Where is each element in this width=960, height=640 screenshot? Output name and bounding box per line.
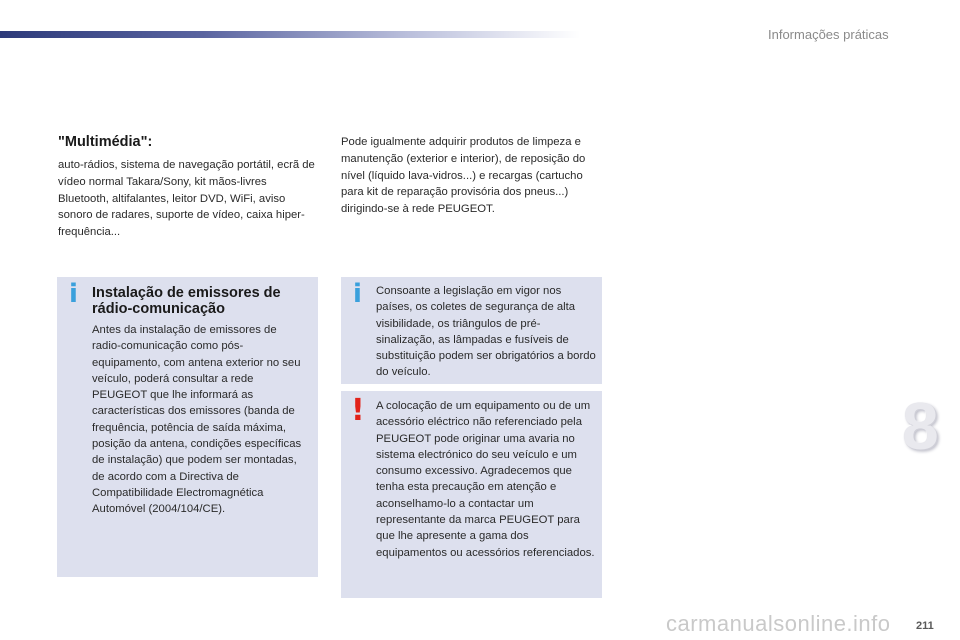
info-icon: i: [69, 279, 78, 309]
warning-icon: !: [351, 393, 365, 428]
page-number: 211: [916, 620, 934, 632]
section-title: Informações práticas: [768, 27, 889, 42]
info-icon: i: [353, 279, 362, 309]
cleaning-products-text: Pode igualmente adquirir produtos de limpeza e manutenção (exterior e interior), de reposição do nível (líquido lava-vidros...) e recargas (cartucho para kit de reparação provisória dos pneus...) dirigindo-se à rede PEUGEOT.: [341, 136, 586, 216]
watermark: carmanualsonline.info: [666, 611, 891, 636]
warning-text: A colocação de um equipamento ou de um acessório eléctrico não referenciado pela PEUGEOT pode originar uma avaria no sistema electrónico do seu veículo e um consumo excessivo. Agradecemos que tenha esta precaução em atenção e aconselhamo-lo a contactar um representante da marca PEUGEOT para que lhe apresente a gama dos equipamentos ou acessórios referenciados.: [376, 400, 595, 559]
chapter-number: 8: [902, 389, 939, 463]
legislation-text: Consoante a legislação em vigor nos países, os coletes de segurança de alta visibilidade, os triângulos de pré-sinalização, as lâmpadas e fusíveis de substituição podem ser obrigatórios a bordo do veículo.: [376, 285, 596, 379]
header-gradient-bar: [0, 31, 580, 38]
installation-heading: Instalação de emissores de rádio-comunicação: [92, 285, 281, 317]
installation-text: Antes da instalação de emissores de radio-comunicação como pós-equipamento, com antena exterior no seu veículo, poderá consultar a rede PEUGEOT que lhe informará as características dos emissores (banda de frequência, potência de saída máxima, posição da antena, condições específicas de instalação) que podem ser montadas, de acordo com a Directiva de Compatibilidade Electromagnética Automóvel (2004/104/CE).: [92, 324, 302, 516]
multimedia-heading: "Multimédia":: [58, 134, 153, 150]
multimedia-text: auto-rádios, sistema de navegação portátil, ecrã de vídeo normal Takara/Sony, kit mãos-livres Bluetooth, altifalantes, leitor DVD, WiFi, aviso sonoro de radares, suporte de vídeo, caixa hiper-frequência...: [58, 159, 315, 239]
